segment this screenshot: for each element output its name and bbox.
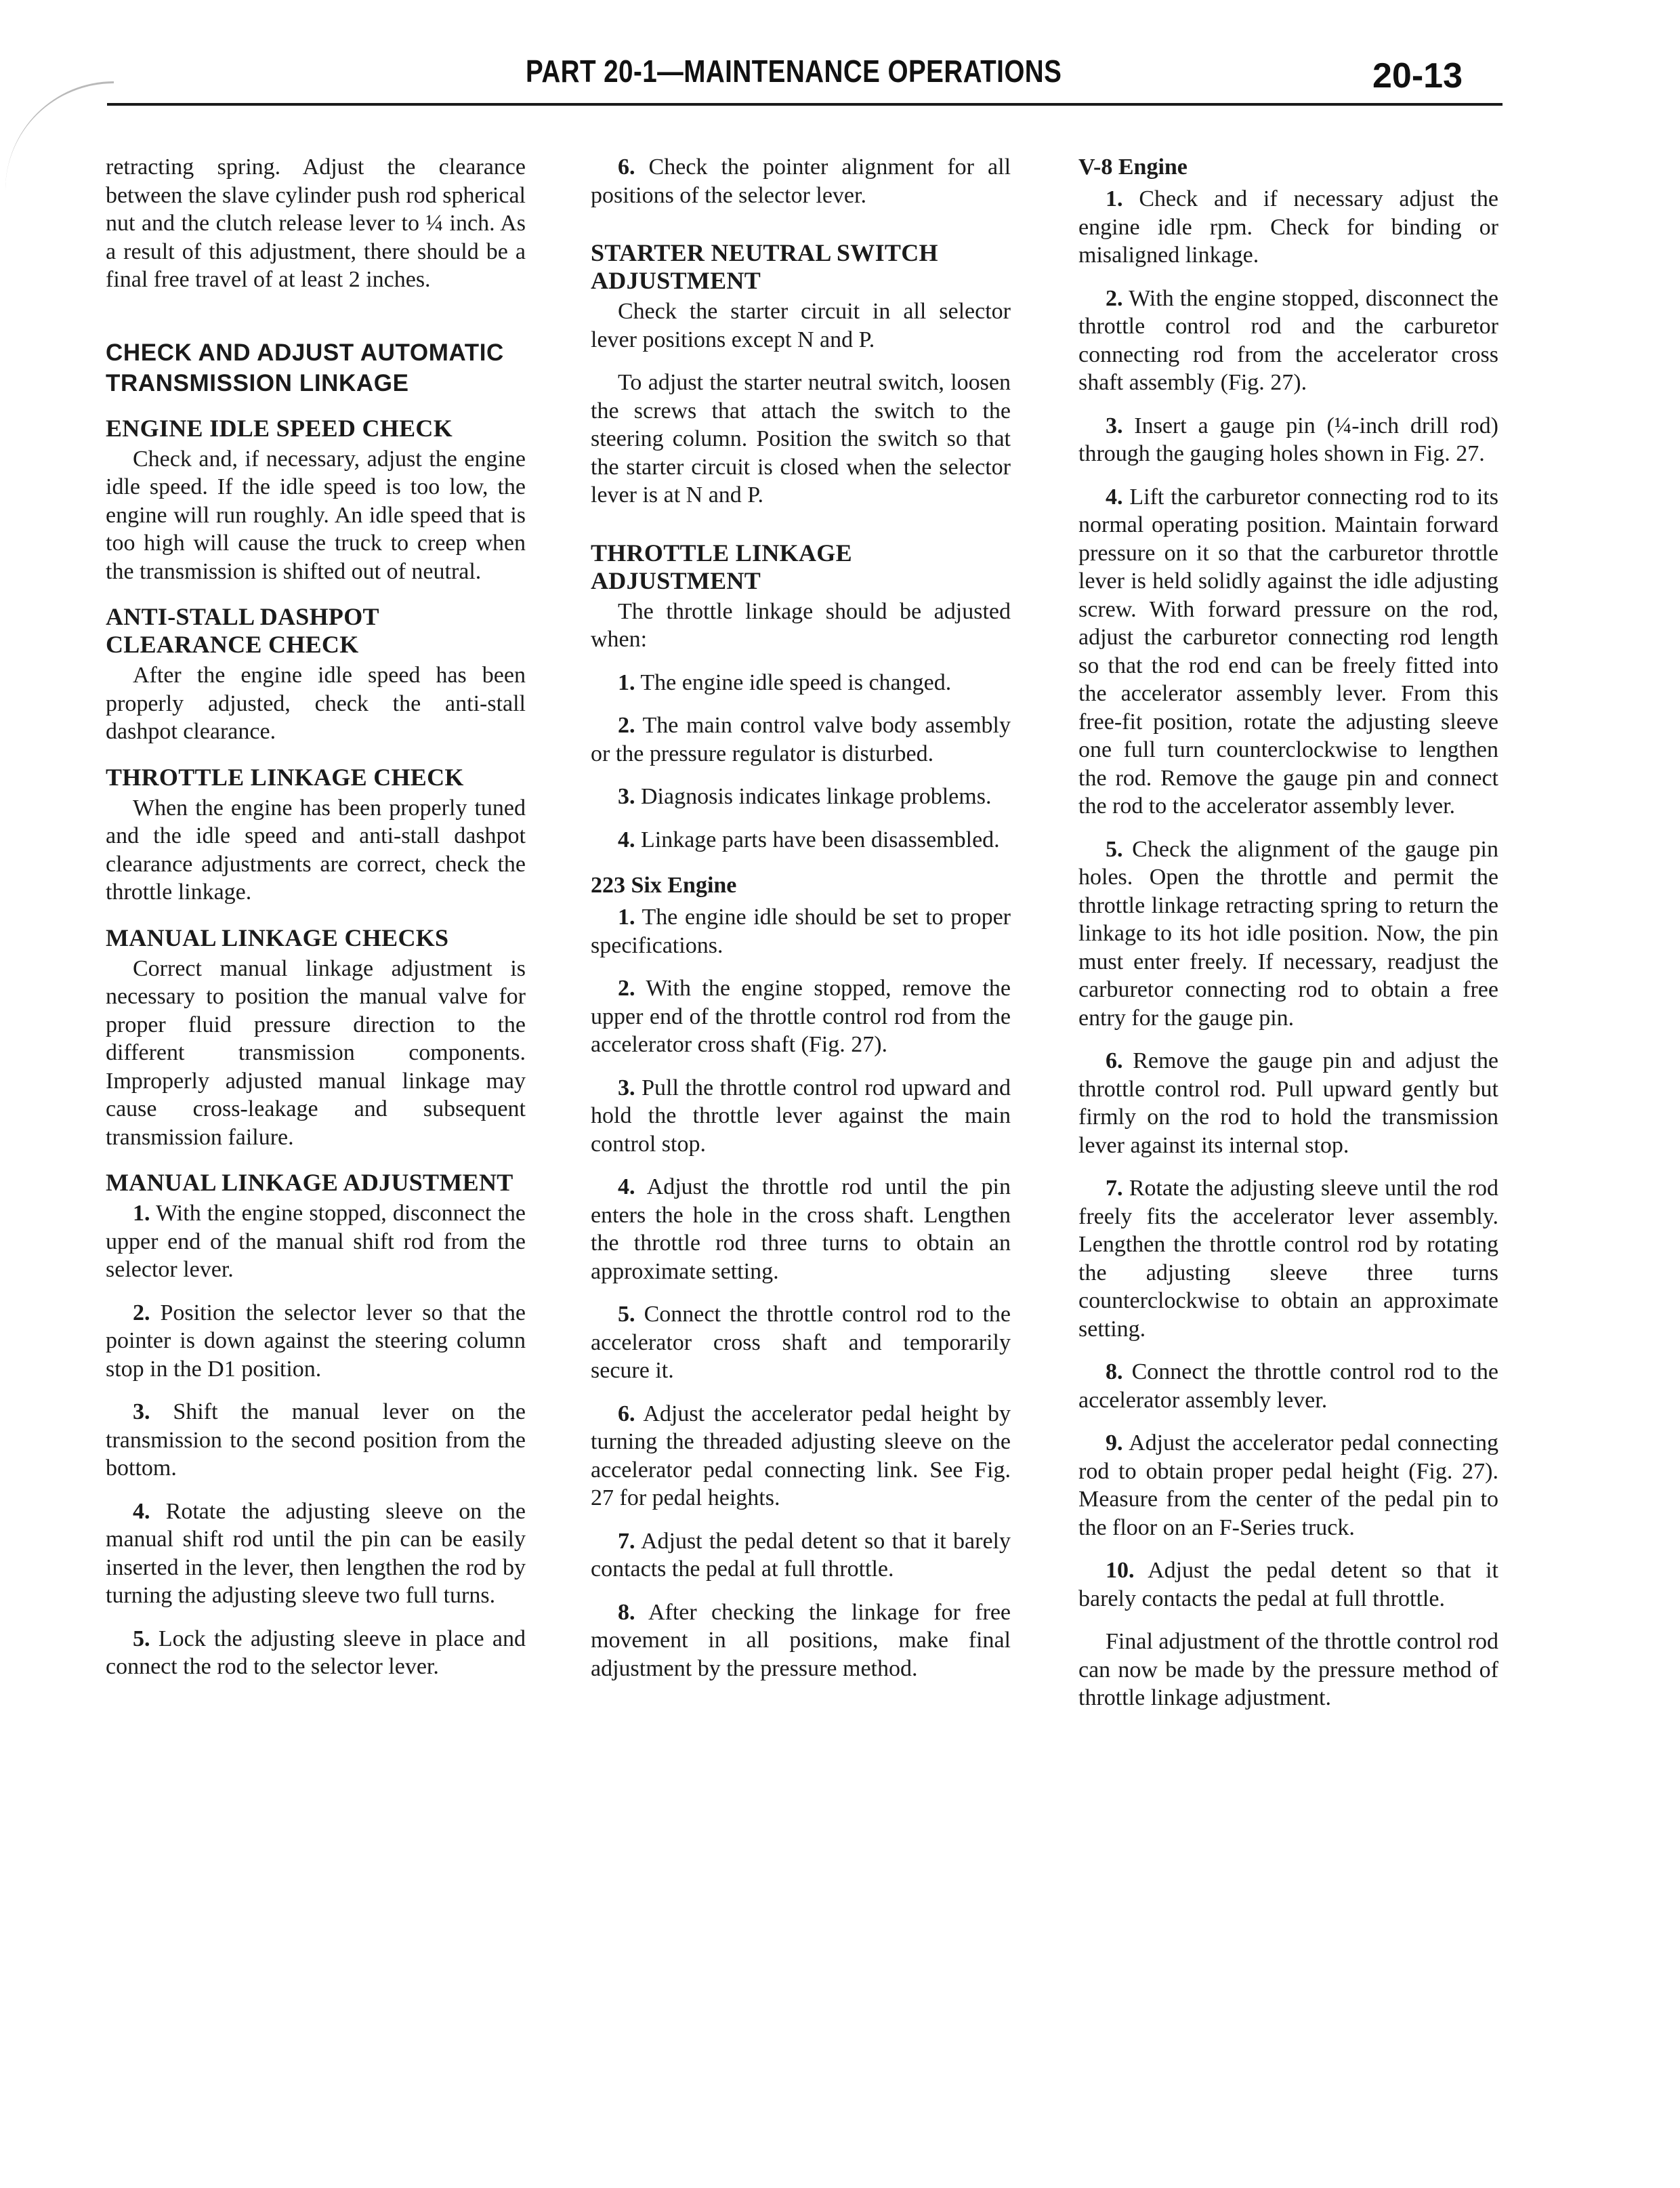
- column-1: [106, 153, 526, 1696]
- paragraph-throttle-check: When the engine has been properly tuned and the idle speed and anti-stall dashpot clearance adjustments are correct, check the throttle linkage.: [106, 795, 526, 905]
- list-item: 10. Adjust the pedal detent so that it barely contacts the pedal at full throttle.: [1078, 1558, 1498, 1611]
- heading-anti-stall-dashpot: ANTI-STALL DASHPOT CLEARANCE CHECK: [106, 603, 379, 658]
- heading-manual-linkage-adjustment: MANUAL LINKAGE ADJUSTMENT: [106, 1169, 513, 1196]
- list-item: 1. The engine idle should be set to proper specifications.: [591, 905, 1011, 958]
- list-item: 5. Check the alignment of the gauge pin holes. Open the throttle and permit the throttle linkage retracting spring to return the linkage to its hot idle position. Now, the pin must enter freely. If necessary, readjust the carburetor connecting rod to obtain a free entry for the gauge pin.: [1078, 836, 1499, 1031]
- list-item: 6. Remove the gauge pin and adjust the throttle control rod. Pull upward gently but firmly on the rod to hold the transmission lever against its internal stop.: [1078, 1048, 1498, 1158]
- heading-223-six-engine: 223 Six Engine: [591, 873, 737, 898]
- list-item: 1. The engine idle speed is changed.: [618, 669, 952, 695]
- list-item: 7. Rotate the adjusting sleeve until the rod freely fits the accelerator lever assembly. Lengthen the throttle control rod by rotating the adjusting sleeve three turns counterclockwise to obtain an approximate setting.: [1078, 1176, 1498, 1342]
- list-item: 2. The main control valve body assembly or the pressure regulator is disturbed.: [591, 713, 1011, 766]
- list-item: 8. After checking the linkage for free movement in all positions, make final adjustment by the pressure method.: [591, 1599, 1011, 1681]
- section-heading-automatic-linkage: CHECK AND ADJUST AUTOMATIC TRANSMISSION LINKAGE: [106, 339, 504, 396]
- list-item: 1. Check and if necessary adjust the engine idle rpm. Check for binding or misaligned linkage.: [1078, 186, 1498, 268]
- list-item: 3. Shift the manual lever on the transmission to the second position from the bottom.: [106, 1399, 526, 1481]
- page-corner-arc: [5, 81, 114, 192]
- list-item: 7. Adjust the pedal detent so that it barely contacts the pedal at full throttle.: [591, 1528, 1011, 1582]
- running-header-title: PART 20-1—MAINTENANCE OPERATIONS: [526, 54, 1062, 89]
- heading-engine-idle-speed-check: ENGINE IDLE SPEED CHECK: [106, 414, 453, 442]
- list-item: 2. Position the selector lever so that the pointer is down against the steering column stop in the D1 position.: [106, 1300, 526, 1382]
- list-item: 2. With the engine stopped, remove the upper end of the throttle control rod from the accelerator cross shaft (Fig. 27).: [591, 976, 1011, 1057]
- heading-v8-engine: V-8 Engine: [1078, 154, 1188, 180]
- heading-throttle-linkage-adjustment: THROTTLE LINKAGE ADJUSTMENT: [591, 539, 852, 594]
- paragraph-starter-check: Check the starter circuit in all selector lever positions except N and P.: [591, 299, 1011, 352]
- intro-paragraph: retracting spring. Adjust the clearance between the slave cylinder push rod spherical nut and the clutch release lever to ¼ inch. As a result of this adjustment, there should be a final free travel of at least 2 inches.: [106, 154, 526, 292]
- list-item: 5. Connect the throttle control rod to the accelerator cross shaft and temporarily secure it.: [591, 1302, 1011, 1383]
- column-3: [1078, 153, 1498, 1727]
- list-item: 3. Pull the throttle control rod upward and hold the throttle lever against the main control stop.: [591, 1075, 1011, 1157]
- heading-throttle-linkage-check: THROTTLE LINKAGE CHECK: [106, 763, 464, 791]
- paragraph-throttle-adj-intro: The throttle linkage should be adjusted when:: [591, 598, 1011, 652]
- paragraph-manual-checks: Correct manual linkage adjustment is necessary to position the manual valve for proper fluid pressure direction to the different transmission components. Improperly adjusted manual linkage may cause cross-leakage and subsequent transmission failure.: [106, 955, 526, 1150]
- list-item: 6. Check the pointer alignment for all positions of the selector lever.: [591, 154, 1011, 208]
- list-item: 3. Diagnosis indicates linkage problems.: [618, 784, 992, 809]
- list-item: 4. Rotate the adjusting sleeve on the manual shift rod until the pin can be easily inserted in the lever, then lengthen the rod by turning the adjusting sleeve two full turns.: [106, 1498, 526, 1608]
- heading-manual-linkage-checks: MANUAL LINKAGE CHECKS: [106, 924, 449, 951]
- list-item: 4. Adjust the throttle rod until the pin enters the hole in the cross shaft. Lengthen the throttle rod three turns to obtain an approximate setting.: [591, 1174, 1011, 1284]
- paragraph-idle-speed: Check and, if necessary, adjust the engine idle speed. If the idle speed is too low, the engine will run roughly. An idle speed that is too high will cause the truck to creep when the transmission is shifted out of neutral.: [106, 446, 526, 584]
- paragraph-starter-adjust: To adjust the starter neutral switch, loosen the screws that attach the switch to the steering column. Position the switch so that the starter circuit is closed when the selector lever is at N and P.: [591, 370, 1011, 508]
- header-rule: [107, 103, 1503, 106]
- list-item: 1. With the engine stopped, disconnect the upper end of the manual shift rod from the selector lever.: [106, 1201, 526, 1282]
- list-item: 4. Lift the carburetor connecting rod to its normal operating position. Maintain forward pressure on it so that the carburetor throttle lever is held solidly against the idle adjusting screw. With forward pressure on the rod, adjust the carburetor connecting rod length so that the rod end can be freely fitted into the accelerator assembly lever. From this free-fit position, rotate the adjusting sleeve one full turn counterclockwise to lengthen the rod. Remove the gauge pin and connect the rod to the accelerator assembly lever.: [1078, 484, 1498, 819]
- list-item: 2. With the engine stopped, disconnect the throttle control rod and the carburetor connecting rod from the accelerator cross shaft assembly (Fig. 27).: [1078, 285, 1498, 395]
- page-number: 20-13: [1372, 56, 1463, 96]
- list-item: 5. Lock the adjusting sleeve in place and connect the rod to the selector lever.: [106, 1626, 526, 1679]
- paragraph-final-adjustment: Final adjustment of the throttle control rod can now be made by the pressure method of throttle linkage adjustment.: [1078, 1629, 1498, 1710]
- list-item: 8. Connect the throttle control rod to the accelerator assembly lever.: [1078, 1359, 1499, 1413]
- paragraph-anti-stall: After the engine idle speed has been properly adjusted, check the anti-stall dashpot clearance.: [106, 663, 526, 744]
- list-item: 3. Insert a gauge pin (¼-inch drill rod) through the gauging holes shown in Fig. 27.: [1078, 413, 1499, 466]
- list-item: 4. Linkage parts have been disassembled.: [618, 827, 1000, 852]
- list-item: 9. Adjust the accelerator pedal connecting rod to obtain proper pedal height (Fig. 27). Measure from the center of the pedal pin to the floor on an F-Series truck.: [1078, 1430, 1499, 1540]
- heading-starter-neutral-switch: STARTER NEUTRAL SWITCH ADJUSTMENT: [591, 239, 938, 294]
- column-2: [591, 153, 1011, 1697]
- list-item: 6. Adjust the accelerator pedal height by turning the threaded adjusting sleeve on the accelerator pedal connecting link. See Fig. 27 for pedal heights.: [591, 1401, 1011, 1510]
